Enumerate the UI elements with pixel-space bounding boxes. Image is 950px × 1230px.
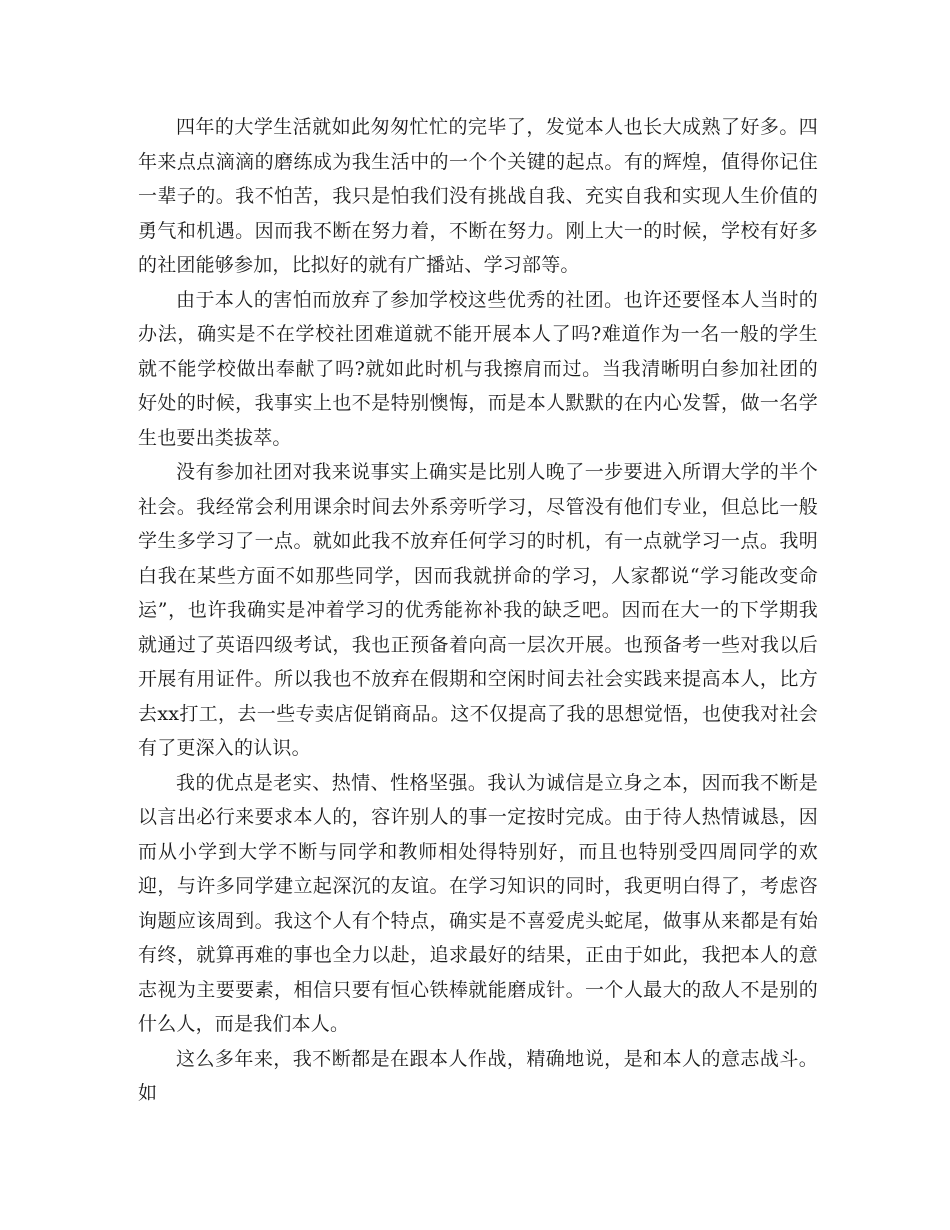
paragraph-1: 四年的大学生活就如此匆匆忙忙的完毕了，发觉本人也长大成熟了好多。四年来点点滴滴的磨练成为我生活中的一个个关键的起点。有的辉煌，值得你记住一辈子的。我不怕苦，我只是怕我们没有挑战自我、充实自我和实现人生价值的勇气和机遇。因而我不断在努力着，不断在努力。刚上大一的时候，学校有好多的社团能够参加，比拟好的就有广播站、学习部等。	[138, 116, 818, 276]
paragraph-3: 没有参加社团对我来说事实上确实是比别人晚了一步要进入所谓大学的半个社会。我经常会利用课余时间去外系旁听学习，尽管没有他们专业，但总比一般学生多学习了一点。就如此我不放弃任何学习的时机，有一点就学习一点。我明白我在某些方面不如那些同学，因而我就拼命的学习，人家都说“学习能改变命运”，也许我确实是冲着学习的优秀能祢补我的缺乏吧。因而在大一的下学期我就通过了英语四级考试，我也正预备着向高一层次开展。也预备考一些对我以后开展有用证件。所以我也不放弃在假期和空闲时间去社会实践来提高本人，比方去xx打工，去一些专卖店促销商品。这不仅提高了我的思想觉悟，也使我对社会有了更深入的认识。	[138, 461, 818, 759]
paragraph-4: 我的优点是老实、热情、性格坚强。我认为诚信是立身之本，因而我不断是以言出必行来要求本人的，容许别人的事一定按时完成。由于待人热情诚恳，因而从小学到大学不断与同学和教师相处得特别好，而且也特别受四周同学的欢迎，与许多同学建立起深沉的友谊。在学习知识的同时，我更明白得了，考虑咨询题应该周到。我这个人有个特点，确实是不喜爱虎头蛇尾，做事从来都是有始有终，就算再难的事也全力以赴，追求最好的结果，正由于如此，我把本人的意志视为主要要素，相信只要有恒心铁棒就能磨成针。一个人最大的敌人不是别的什么人，而是我们本人。	[138, 771, 818, 1035]
paragraph-2: 由于本人的害怕而放弃了参加学校这些优秀的社团。也许还要怪本人当时的办法，确实是不在学校社团难道就不能开展本人了吗?难道作为一名一般的学生就不能学校做出奉献了吗?就如此时机与我擦肩而过。当我清晰明白参加社团的好处的时候，我事实上也不是特别懊悔，而是本人默默的在内心发誓，做一名学生也要出类拔萃。	[138, 288, 818, 449]
paragraph-5: 这么多年来，我不断都是在跟本人作战，精确地说，是和本人的意志战斗。如	[138, 1047, 818, 1104]
document-body	[138, 110, 818, 1111]
